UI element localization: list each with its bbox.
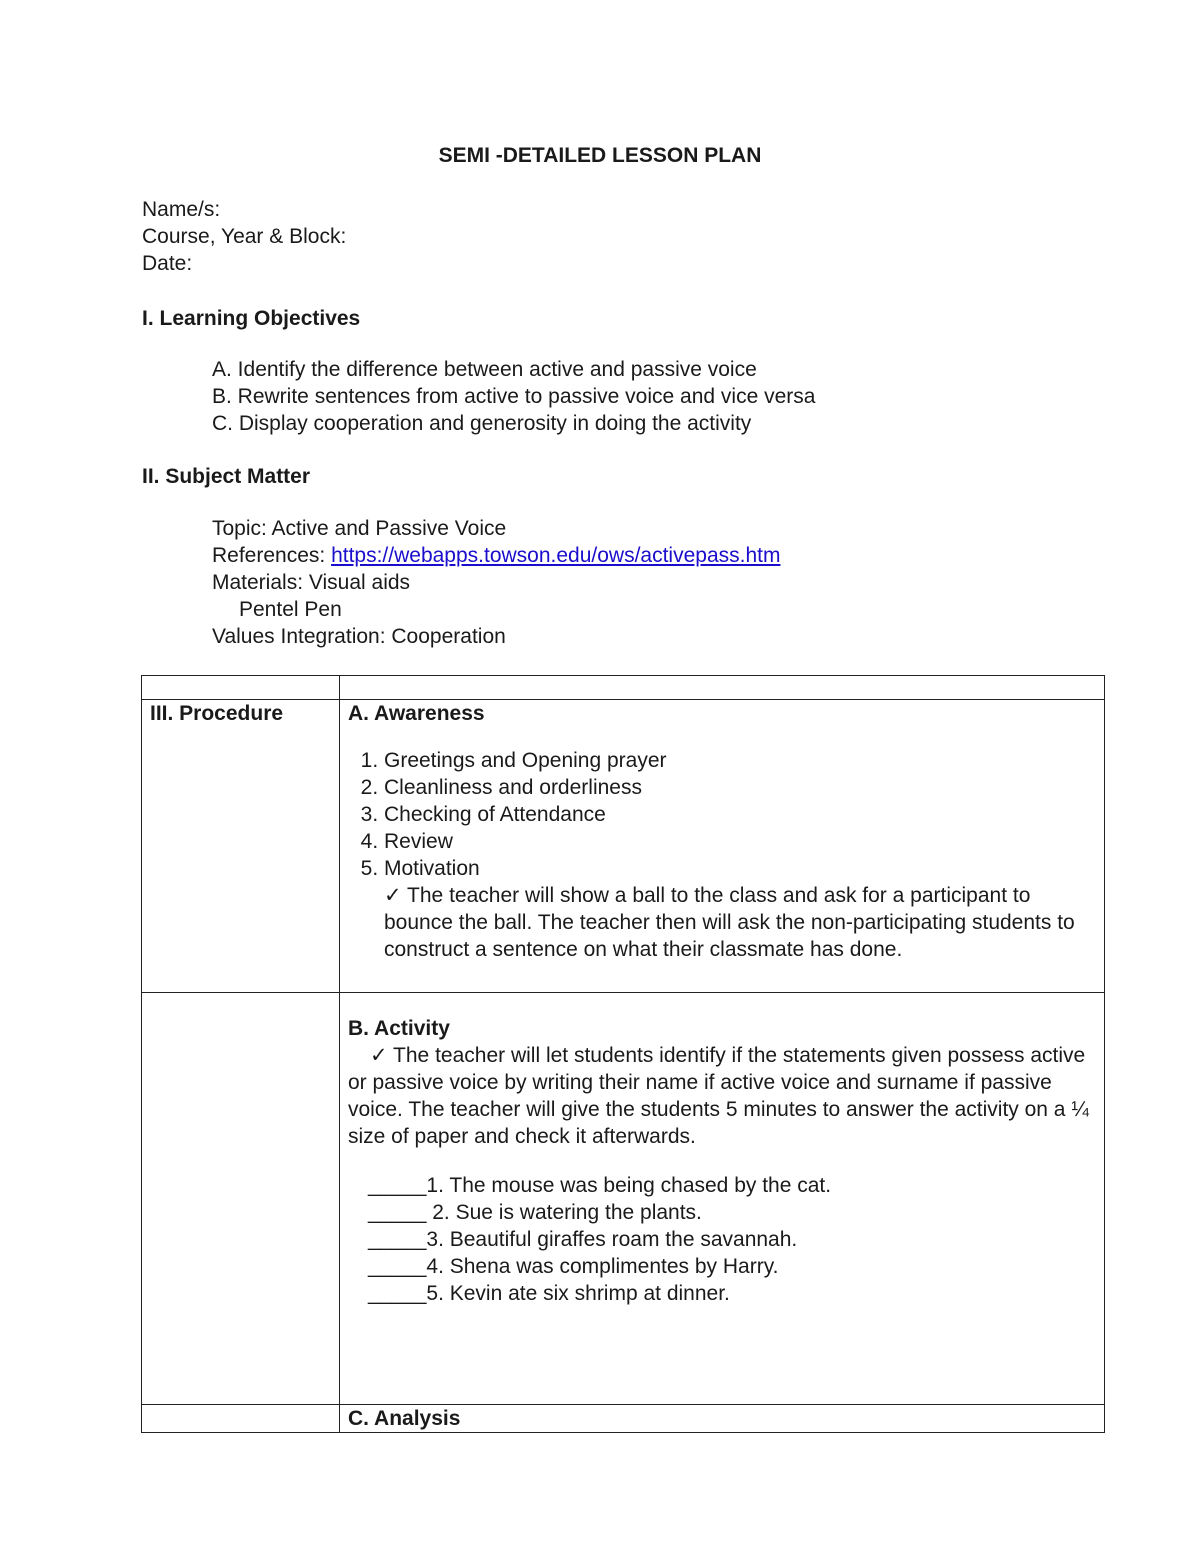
name-field-label: Name/s:: [142, 198, 221, 221]
table-cell-empty: [142, 993, 340, 1405]
list-item: _____ 2. Sue is watering the plants.: [368, 1201, 702, 1224]
objectives-list: [212, 356, 815, 437]
list-item: 4. Review: [384, 828, 1096, 855]
references-link[interactable]: https://webapps.towson.edu/ows/activepass.htm: [331, 544, 781, 567]
activity-heading: B. Activity: [348, 1017, 450, 1040]
motivation-note: ✓ The teacher will show a ball to the class and ask for a participant to bounce the ball. The teacher then will ask the non-participating students to construct a sentence on what their classmate has done.: [384, 884, 1075, 961]
list-item: _____4. Shena was complimentes by Harry.: [368, 1255, 779, 1278]
table-cell-empty: [142, 1405, 340, 1433]
references-label: References:: [212, 544, 332, 567]
date-field-label: Date:: [142, 252, 193, 275]
subject-matter-heading: II. Subject Matter: [142, 465, 311, 488]
page-title: SEMI -DETAILED LESSON PLAN: [438, 144, 762, 167]
materials-extra-line: Pentel Pen: [239, 598, 342, 621]
subject-matter-block: [212, 515, 780, 650]
table-row: [142, 676, 1105, 700]
objective-item: A. Identify the difference between active and passive voice: [212, 358, 757, 381]
activity-items: [348, 1172, 1096, 1307]
objective-item: C. Display cooperation and generosity in doing the activity: [212, 412, 752, 435]
objective-item: B. Rewrite sentences from active to passive voice and vice versa: [212, 385, 816, 408]
header-fields: [142, 196, 346, 277]
analysis-heading: C. Analysis: [348, 1407, 461, 1430]
values-line: Values Integration: Cooperation: [212, 625, 506, 648]
awareness-steps: [348, 747, 1096, 882]
activity-description: ✓ The teacher will let students identify if the statements given possess active or passive voice by writing their name if active voice and surname if passive voice. The teacher will give the students 5 minutes to answer the activity on a ¼ size of paper and check it afterwards.: [348, 1044, 1089, 1148]
list-item: 2. Cleanliness and orderliness: [384, 774, 1096, 801]
references-line: [212, 542, 780, 569]
list-item: _____5. Kevin ate six shrimp at dinner.: [368, 1282, 730, 1305]
analysis-cell: [340, 1405, 1105, 1433]
awareness-heading: A. Awareness: [348, 702, 485, 725]
list-item: _____3. Beautiful giraffes roam the savannah.: [368, 1228, 798, 1251]
topic-line: Topic: Active and Passive Voice: [212, 517, 507, 540]
list-item: 1. Greetings and Opening prayer: [384, 747, 1096, 774]
materials-line: Materials: Visual aids: [212, 571, 411, 594]
table-row: [142, 1405, 1105, 1433]
list-item: _____1. The mouse was being chased by the cat.: [368, 1174, 832, 1197]
procedure-table: [141, 675, 1105, 1433]
table-cell-empty: [340, 676, 1105, 700]
learning-objectives-heading: I. Learning Objectives: [142, 307, 361, 330]
list-item: 5. Motivation: [384, 855, 1096, 882]
procedure-label-cell: [142, 700, 340, 993]
list-item: 3. Checking of Attendance: [384, 801, 1096, 828]
procedure-label: III. Procedure: [150, 702, 284, 725]
course-field-label: Course, Year & Block:: [142, 225, 347, 248]
table-cell-empty: [142, 676, 340, 700]
table-row: [142, 993, 1105, 1405]
table-row: [142, 700, 1105, 993]
awareness-cell: [340, 700, 1105, 993]
activity-cell: [340, 993, 1105, 1405]
